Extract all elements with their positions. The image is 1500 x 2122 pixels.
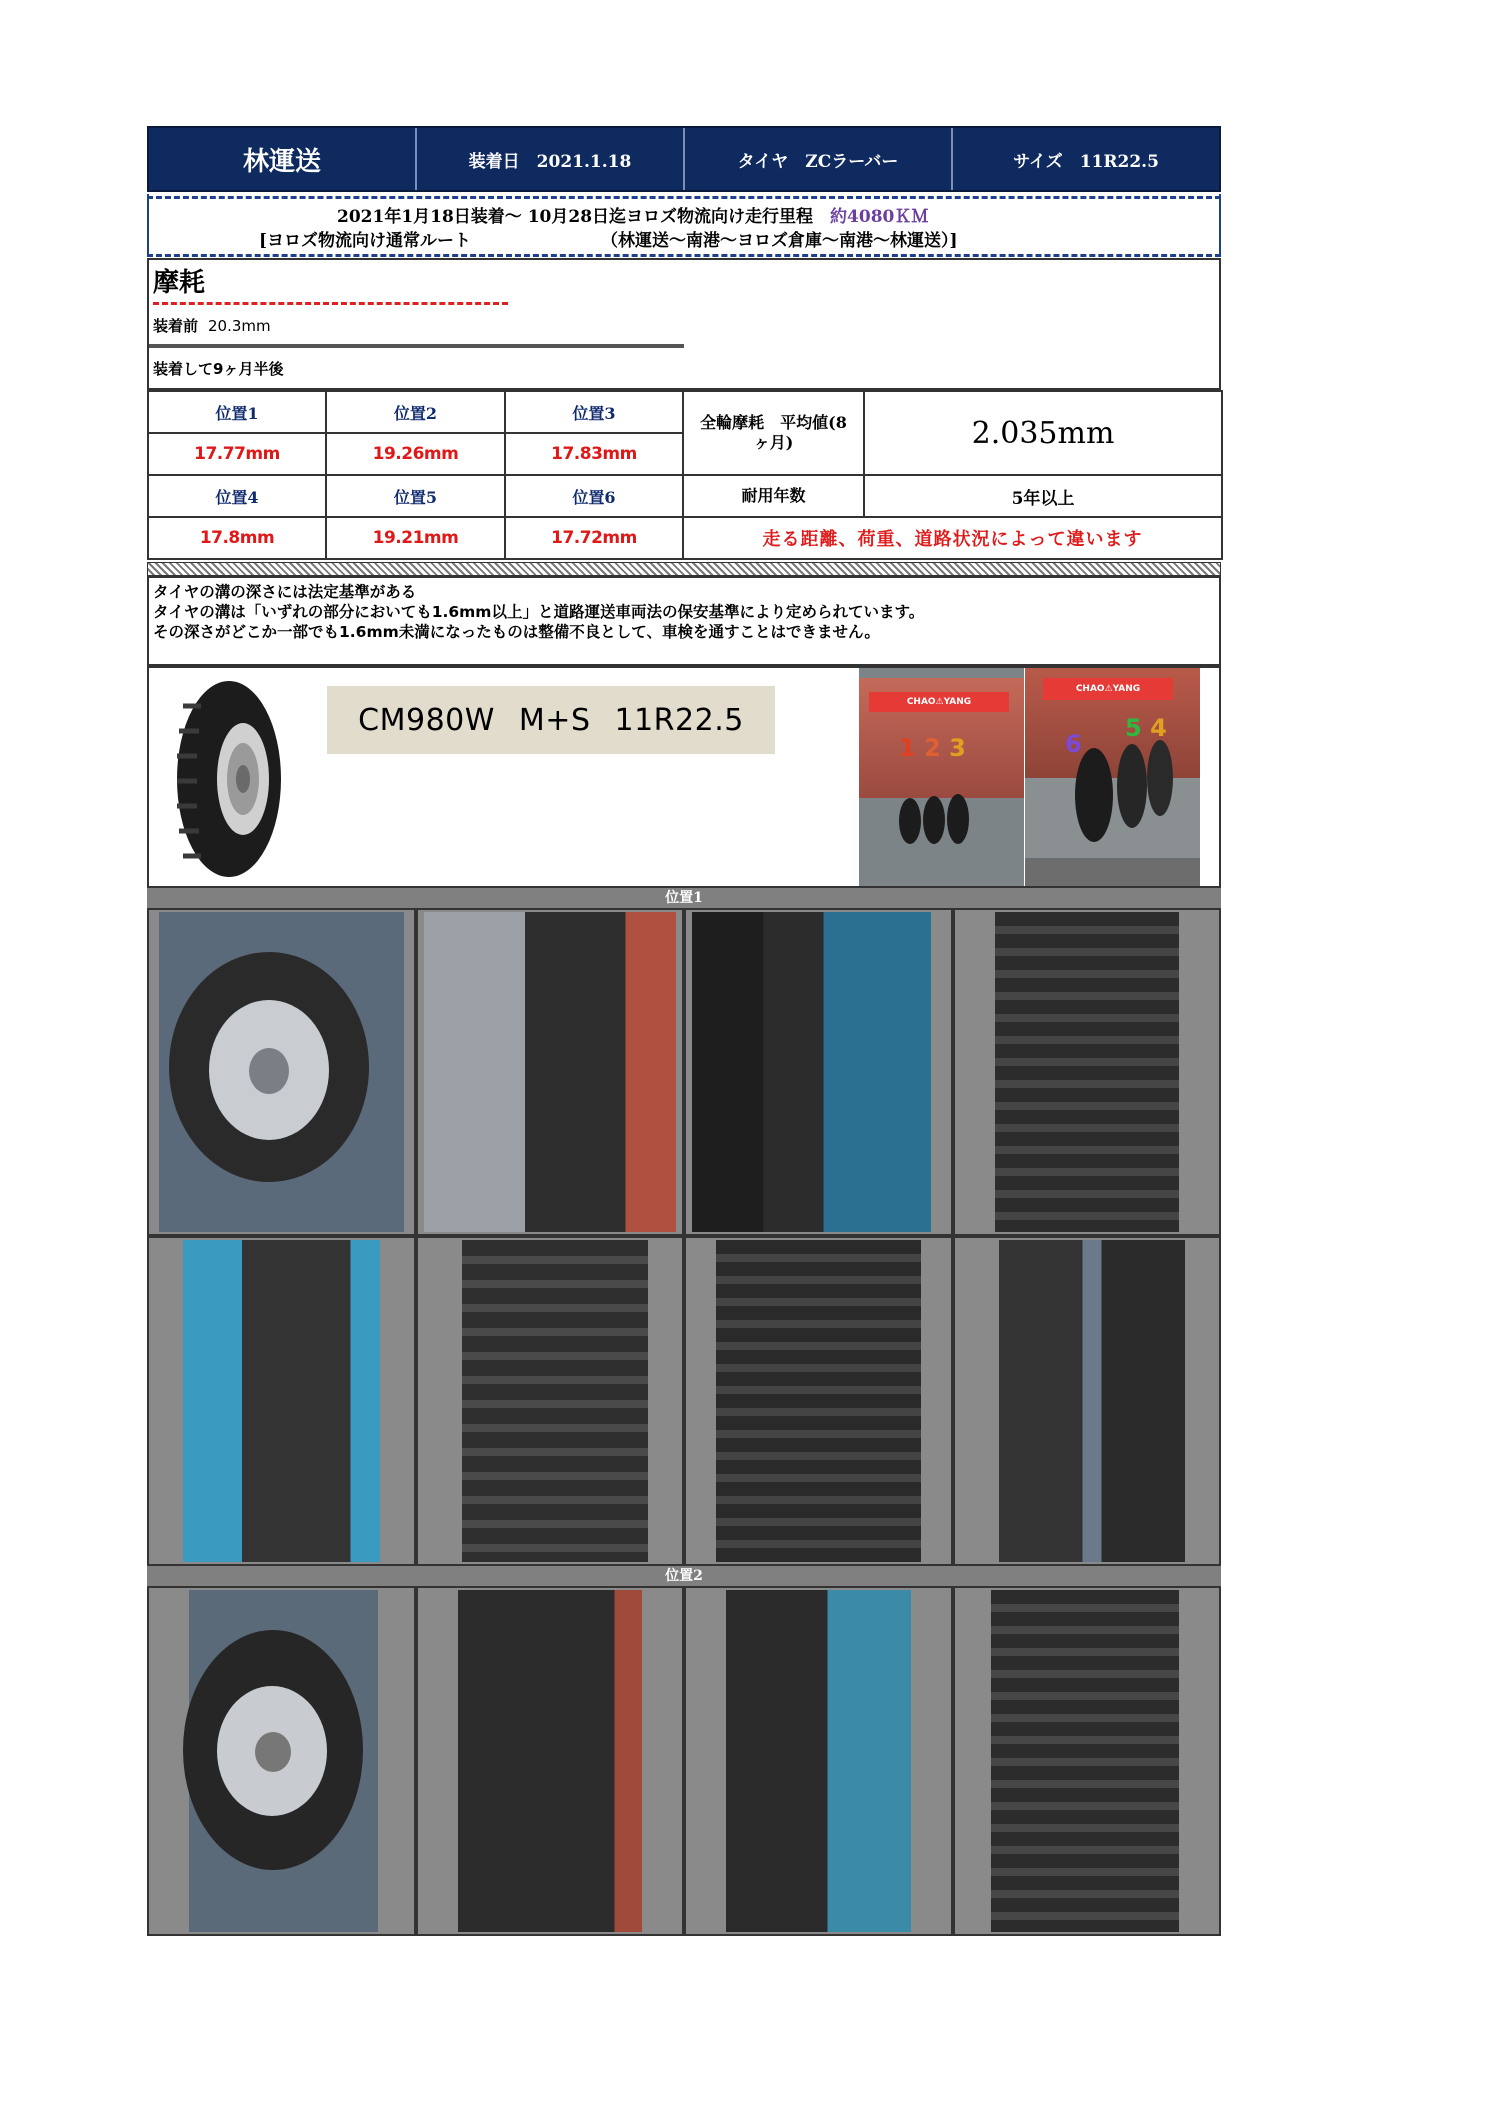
company-name: 林運送: [149, 128, 417, 190]
photo-cell: [147, 1586, 416, 1936]
measurement-table: [147, 390, 1223, 560]
legal-line-3: その深さがどこか一部でも1.6mm未満になったものは整備不良として、車検を通すことはできません。: [153, 623, 880, 641]
model-name: CM980W: [358, 702, 495, 738]
tire-photo-2: [424, 912, 677, 1232]
brand-banner-right: CHAO⚠YANG: [1043, 678, 1173, 700]
pos3-label: 位置3: [505, 391, 683, 433]
tire-photo-5: [183, 1240, 380, 1562]
pos2-label: 位置2: [326, 391, 505, 433]
tire-photo-4: [995, 912, 1180, 1232]
mileage-km: 約4080ＫＭ: [830, 207, 929, 227]
photo-cell: [416, 1586, 685, 1936]
route-label: [ヨロズ物流向け通常ルート: [259, 231, 472, 251]
legal-line-2: タイヤの溝は「いずれの部分においても1.6mm以上」と道路運送車両法の保安基準により定められています。: [153, 603, 925, 621]
truck-photo-left: [859, 668, 1024, 888]
tire-photo-6: [462, 1240, 649, 1562]
photo-cell: [684, 1586, 953, 1936]
wear-title: 摩耗: [153, 268, 206, 298]
install-date: 装着日 2021.1.18: [417, 128, 685, 190]
photo-row-1: [147, 908, 1221, 1236]
pos3-value: 17.83mm: [505, 433, 683, 475]
section-bar-position2: 位置2: [147, 1566, 1221, 1586]
photo-cell: [953, 1586, 1222, 1936]
tire-brand: タイヤ ZCラーバー: [685, 128, 953, 190]
pos4-value: 17.8mm: [148, 517, 326, 559]
model-size: 11R22.5: [614, 702, 744, 738]
tire-photo-12: [991, 1590, 1180, 1932]
tire-photo-1: [159, 912, 404, 1232]
mileage-line: [337, 202, 928, 227]
photo-cell: [147, 1236, 416, 1566]
photo-cell: [684, 1236, 953, 1566]
pos-number-5: 5: [1125, 714, 1142, 742]
pos6-label: 位置6: [505, 475, 683, 517]
photo-cell: [416, 1236, 685, 1566]
photo-row-2: [147, 1236, 1221, 1566]
pos1-value: 17.77mm: [148, 433, 326, 475]
product-section: [147, 666, 1221, 888]
photo-cell: [953, 908, 1222, 1236]
position-numbers-left: [899, 734, 966, 762]
legal-line-1: タイヤの溝の深さには法定基準がある: [153, 583, 417, 601]
pos6-value: 17.72mm: [505, 517, 683, 559]
life-value: 5年以上: [864, 475, 1222, 517]
pos-number-6: 6: [1065, 730, 1082, 758]
avg-label: [683, 391, 864, 475]
notice-bottom-border: [147, 254, 1221, 257]
red-divider: [153, 302, 508, 305]
pos1-label: 位置1: [148, 391, 326, 433]
section-bar-position1: 位置1: [147, 888, 1221, 908]
tire-photo-3: [692, 912, 931, 1232]
hatched-divider: [147, 562, 1221, 576]
pos2-value: 19.26mm: [326, 433, 505, 475]
model-spec: M+S: [518, 702, 591, 738]
pos4-label: 位置4: [148, 475, 326, 517]
pos5-value: 19.21mm: [326, 517, 505, 559]
pos5-label: 位置5: [326, 475, 505, 517]
tire-size: サイズ 11R22.5: [1013, 151, 1159, 172]
pos-number-2: 2: [924, 734, 941, 762]
truck-photo-right: [1025, 668, 1200, 888]
photo-cell: [953, 1236, 1222, 1566]
position-numbers-right-2: [1125, 714, 1167, 742]
tire-photo-9: [189, 1590, 378, 1932]
after-label: 装着して9ヶ月半後: [153, 360, 284, 378]
before-install: [153, 315, 271, 336]
before-value: 20.3mm: [208, 317, 271, 335]
photo-cell: [684, 908, 953, 1236]
position-numbers-right: [1065, 730, 1082, 758]
tire-photo-10: [458, 1590, 643, 1932]
photo-row-3: [147, 1586, 1221, 1936]
mileage-text: 2021年1月18日装着～ 10月28日迄ヨロズ物流向け走行里程: [337, 207, 831, 227]
avg-label-text: 全輪摩耗 平均値(8ヶ月): [700, 413, 847, 452]
photo-cell: [416, 908, 685, 1236]
brand-banner-left: CHAO⚠YANG: [869, 692, 1009, 712]
route-line: [259, 226, 958, 251]
life-label: 耐用年数: [683, 475, 864, 517]
tire-photo-8: [999, 1240, 1186, 1562]
wear-section: [147, 258, 1221, 390]
route-notice: [147, 194, 1221, 256]
pos-number-3: 3: [949, 734, 966, 762]
tire-photo-11: [726, 1590, 911, 1932]
route-path: （林運送～南港～ヨロズ倉庫～南港～林運送）]: [601, 231, 958, 251]
tire-image: [171, 676, 291, 882]
legal-note: [147, 576, 1221, 666]
photo-cell: [147, 908, 416, 1236]
avg-value: 2.035mm: [864, 391, 1222, 475]
gray-divider: [149, 344, 684, 348]
header-bar: [147, 126, 1221, 192]
tire-photo-7: [716, 1240, 921, 1562]
model-label: [327, 686, 775, 754]
before-label: 装着前: [153, 317, 199, 335]
conditions-warning: 走る距離、荷重、道路状況によって違います: [683, 517, 1222, 559]
pos-number-1: 1: [899, 734, 916, 762]
pos-number-4: 4: [1150, 714, 1167, 742]
